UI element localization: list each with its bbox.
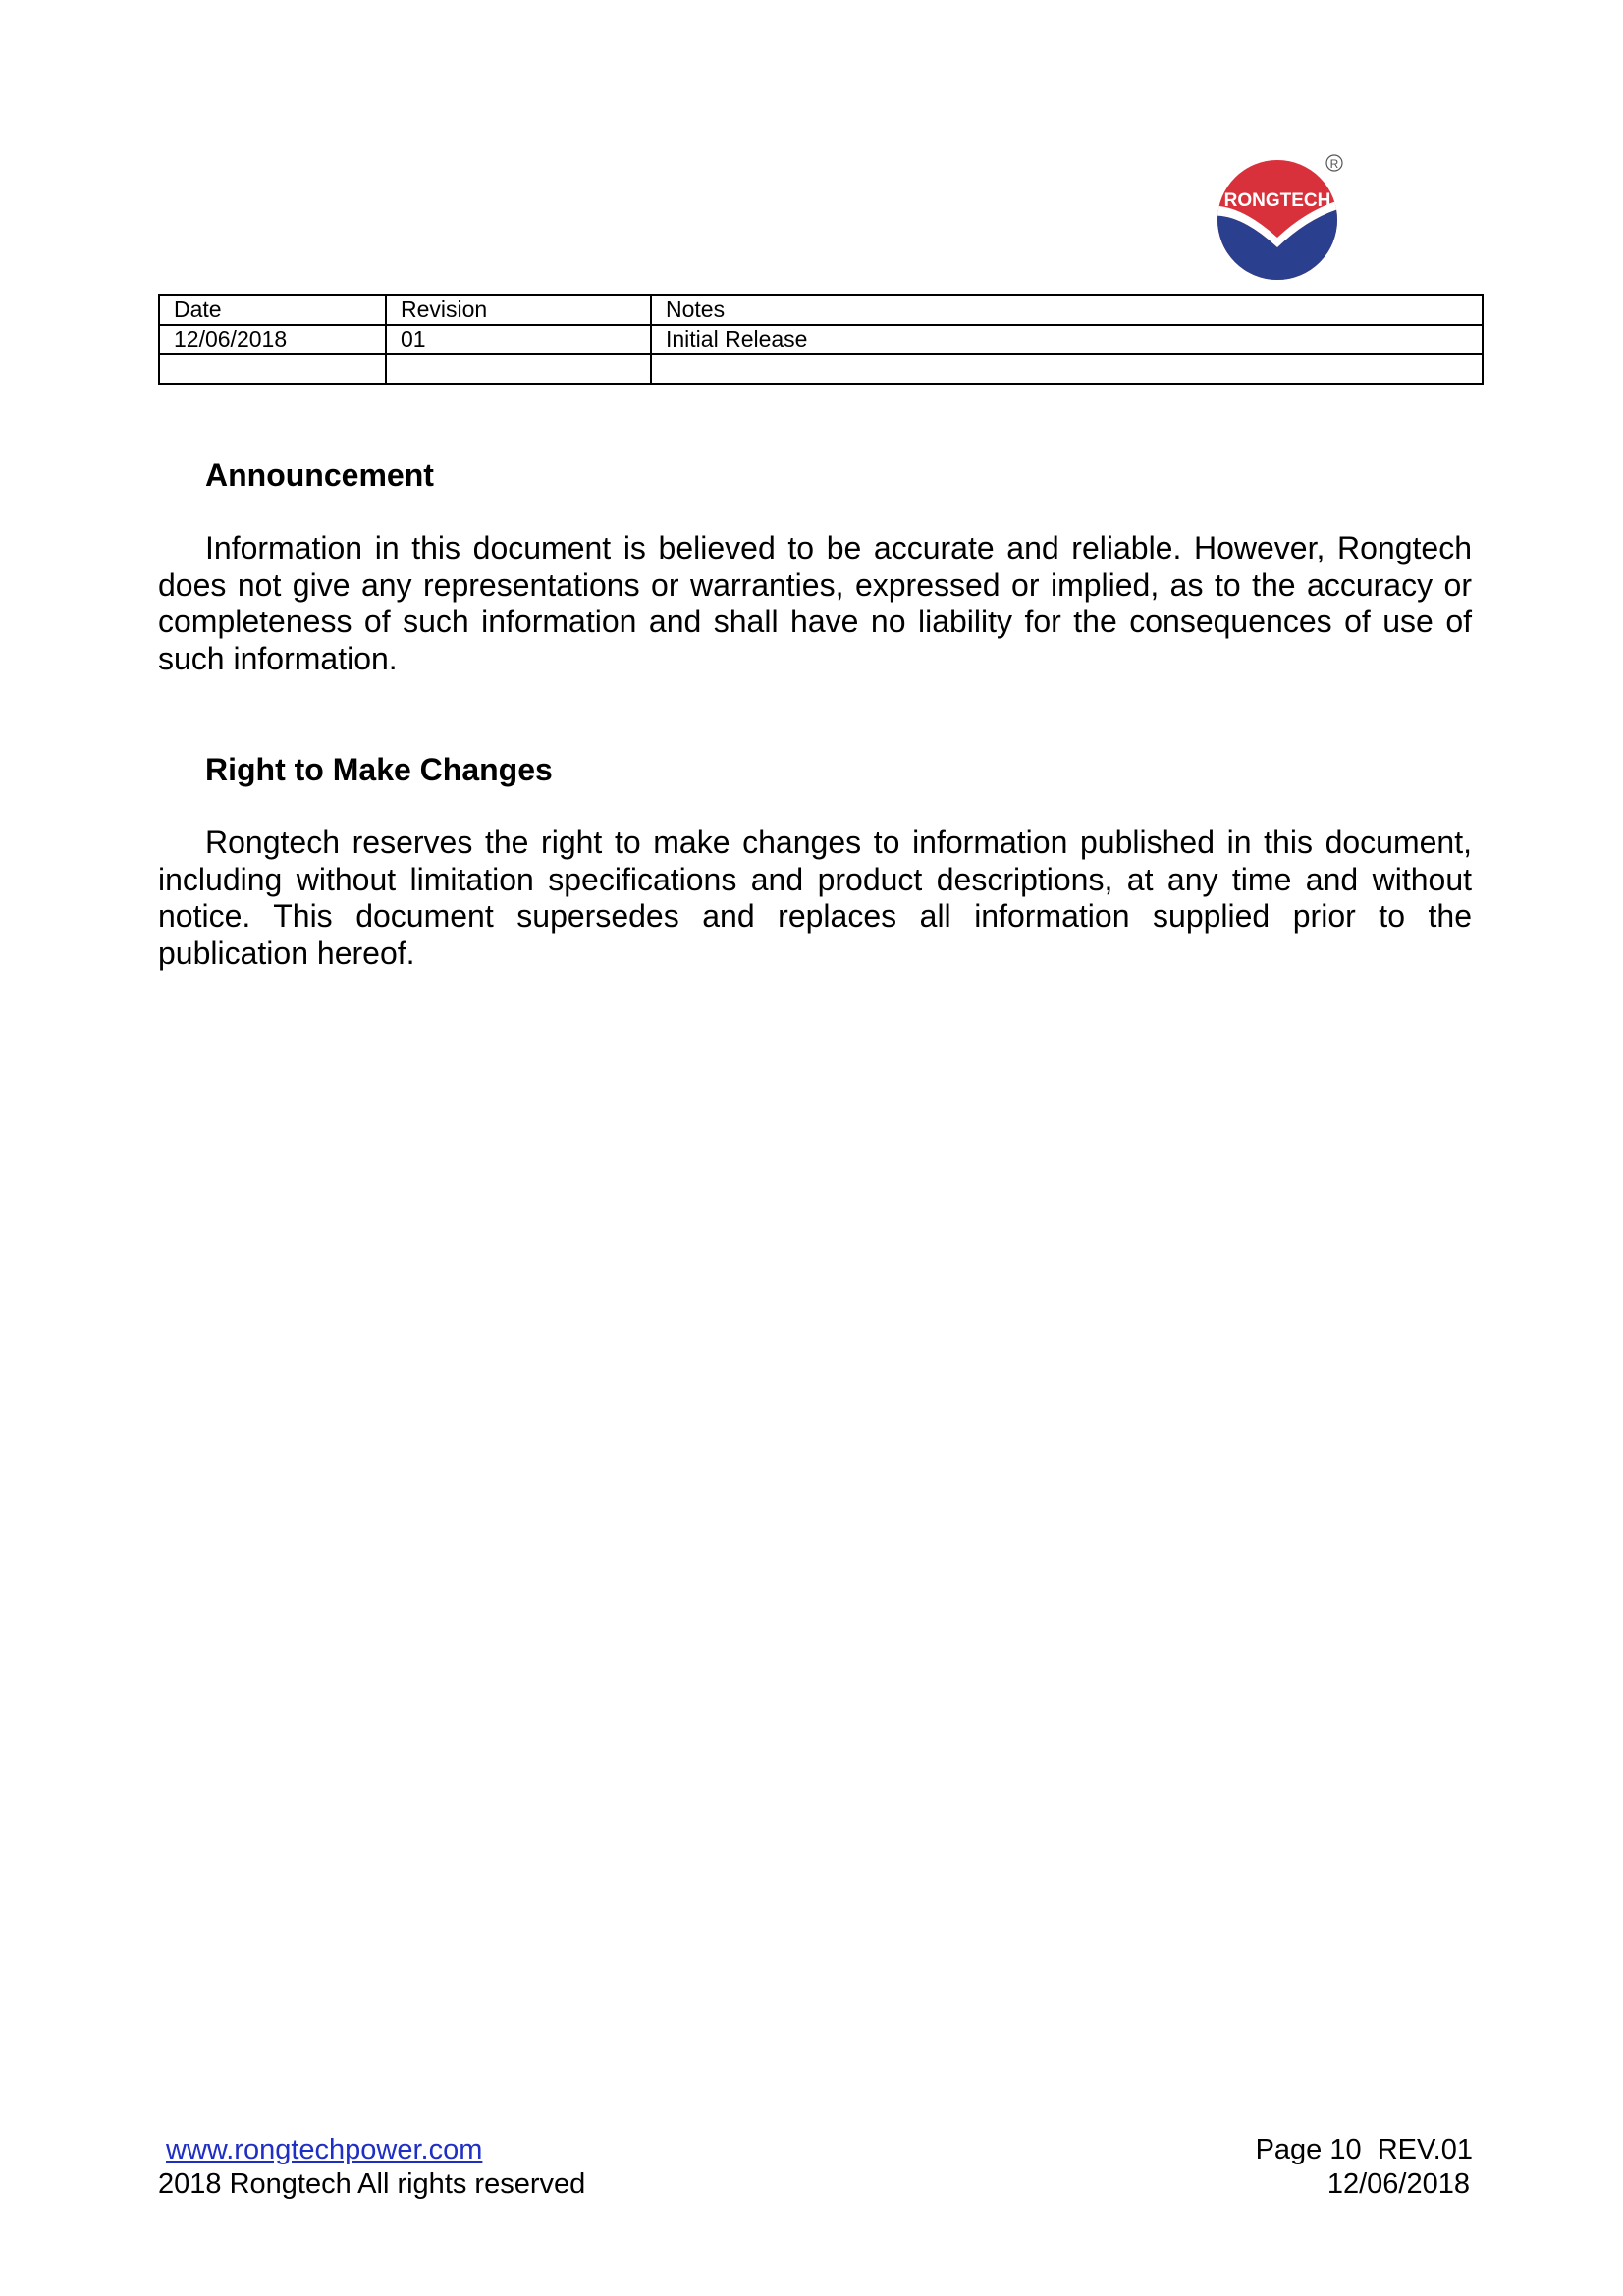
header-notes: Notes: [651, 295, 1483, 325]
section-body-right-to-make-changes: Rongtech reserves the right to make changes to information published in this document, including without limitation specifications and product descriptions, at any time and without notice. This document supersedes and replaces all information supplied prior to the publication hereof.: [158, 825, 1472, 971]
footer-date: 12/06/2018: [1326, 2168, 1470, 2200]
cell-revision: 01: [386, 325, 651, 354]
table-row: [159, 354, 1483, 384]
table-header-row: [159, 295, 1483, 325]
section-body-announcement: Information in this document is believed to be accurate and reliable. However, Rongtech does not give any representations or warranties, expressed or implied, as to the accuracy or completeness of such information and shall have no liability for the consequences of use of such information.: [158, 530, 1472, 676]
table-row: [159, 325, 1483, 354]
registered-mark: R: [1329, 157, 1339, 171]
section-heading-announcement: Announcement: [205, 457, 434, 493]
cell-revision: [386, 354, 651, 384]
cell-notes: Initial Release: [651, 325, 1483, 354]
header-date: Date: [159, 295, 386, 325]
cell-date: 12/06/2018: [159, 325, 386, 354]
footer-website-link[interactable]: www.rongtechpower.com: [166, 2134, 483, 2165]
logo-wordmark: RONGTECH: [1223, 190, 1331, 211]
cell-date: [159, 354, 386, 384]
footer-page-revision: Page 10 REV.01: [1255, 2134, 1473, 2165]
cell-notes: [651, 354, 1483, 384]
rongtech-logo: [1210, 147, 1357, 285]
footer-copyright: 2018 Rongtech All rights reserved: [158, 2168, 586, 2200]
section-heading-right-to-make-changes: Right to Make Changes: [205, 752, 553, 787]
revision-table: [158, 294, 1484, 385]
header-revision: Revision: [386, 295, 651, 325]
